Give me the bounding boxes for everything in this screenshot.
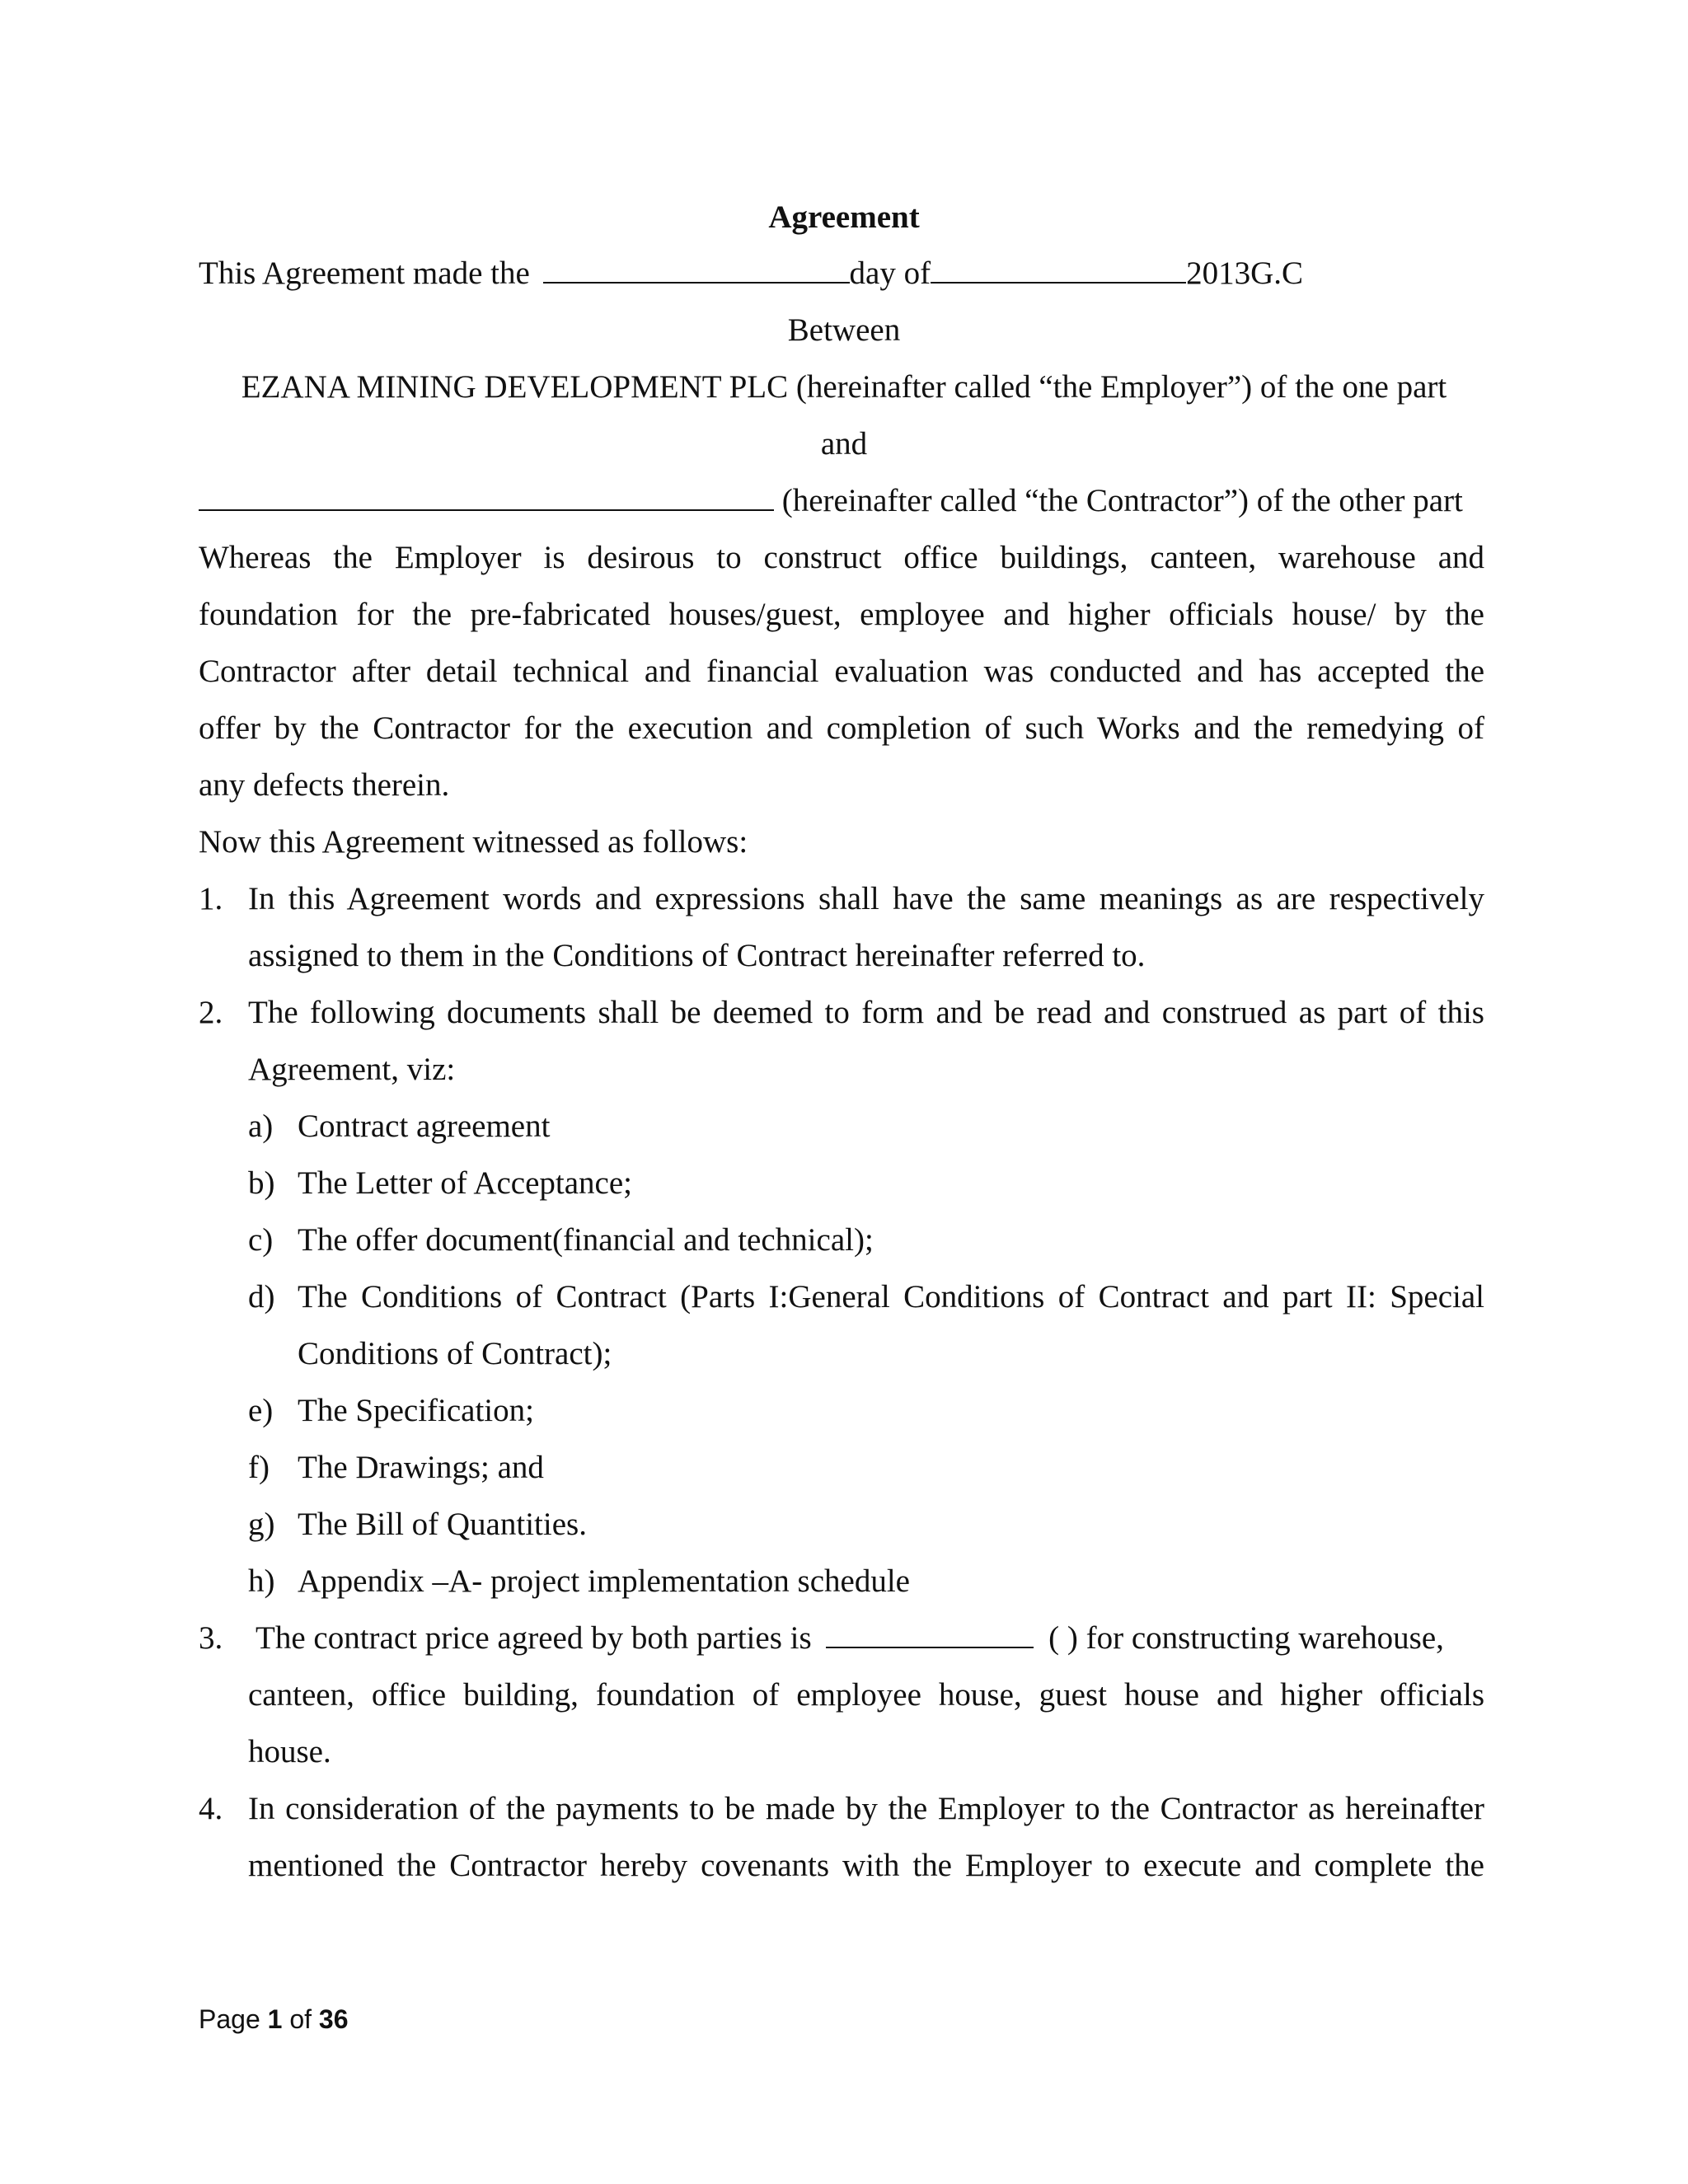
item-3-line-3: house. <box>248 1734 331 1769</box>
subitem-text: Appendix –A- project implementation schedule <box>298 1563 910 1599</box>
date-line-mid: day of <box>849 255 931 291</box>
subitem-text: The Letter of Acceptance; <box>298 1165 633 1201</box>
day-blank <box>543 255 850 284</box>
subitem-letter: e) <box>248 1393 274 1428</box>
subitem-letter: f) <box>248 1450 270 1485</box>
subitem-text: The Conditions of Contract (Parts I:General Conditions of Contract and part II: Special <box>298 1279 1484 1315</box>
item-4-line-1: In consideration of the payments to be made by the Employer to the Contractor as hereinafter <box>248 1791 1484 1826</box>
contractor-name-blank <box>199 483 774 511</box>
subitem-text: The Drawings; and <box>298 1450 544 1485</box>
subitem-letter: d) <box>248 1279 275 1315</box>
contractor-line <box>199 482 1463 519</box>
item-number: 1. <box>199 881 223 916</box>
subitem-text: The Specification; <box>298 1393 534 1428</box>
subitem-text: Conditions of Contract); <box>298 1336 612 1371</box>
item-1-line-1: In this Agreement words and expressions shall have the same meanings as are respectively <box>248 881 1484 916</box>
item-3-line-2: canteen, office building, foundation of employee house, guest house and higher officials <box>248 1677 1484 1713</box>
contractor-line-text: (hereinafter called “the Contractor”) of the other part <box>781 483 1463 518</box>
footer-current-page: 1 <box>267 2004 283 2034</box>
whereas-line-2: foundation for the pre-fabricated houses/guest, employee and higher officials house/ by the <box>199 597 1484 632</box>
subitem-letter: c) <box>248 1222 274 1258</box>
whereas-line-1: Whereas the Employer is desirous to construct office buildings, canteen, warehouse and <box>199 540 1484 575</box>
whereas-line-4: offer by the Contractor for the execution and completion of such Works and the remedying of <box>199 710 1484 746</box>
footer-page-word: Page <box>199 2004 260 2034</box>
subitem-letter: g) <box>248 1507 275 1542</box>
page-footer <box>199 2004 348 2035</box>
item-1-line-2: assigned to them in the Conditions of Contract hereinafter referred to. <box>248 938 1146 973</box>
item-3-price-suffix: ( ) for constructing warehouse, <box>1048 1620 1444 1656</box>
subitem-text: The offer document(financial and technical); <box>298 1222 874 1258</box>
month-blank <box>931 255 1186 284</box>
item-number: 3. <box>199 1620 223 1656</box>
document-title: Agreement <box>768 199 920 235</box>
footer-total-pages: 36 <box>318 2004 349 2034</box>
item-3-line-1 <box>256 1619 1444 1657</box>
item-3-price-prefix: The contract price agreed by both parties is <box>256 1620 812 1656</box>
subitem-text: Contract agreement <box>298 1108 551 1144</box>
employer-line: EZANA MINING DEVELOPMENT PLC (hereinafter called “the Employer”) of the one part <box>241 369 1447 405</box>
item-2-line-2: Agreement, viz: <box>248 1052 456 1087</box>
item-number: 4. <box>199 1791 223 1826</box>
item-4-line-2: mentioned the Contractor hereby covenants with the Employer to execute and complete the <box>248 1848 1484 1883</box>
and-label: and <box>820 426 868 462</box>
contract-price-blank <box>826 1620 1034 1648</box>
date-line-prefix: This Agreement made the <box>199 255 530 291</box>
subitem-letter: b) <box>248 1165 275 1201</box>
item-number: 2. <box>199 995 223 1030</box>
item-2-line-1: The following documents shall be deemed to form and be read and construed as part of this <box>248 995 1484 1030</box>
footer-of-word: of <box>289 2004 312 2034</box>
date-line-suffix: 2013G.C <box>1186 255 1304 291</box>
whereas-line-3: Contractor after detail technical and financial evaluation was conducted and has accepted the <box>199 654 1484 689</box>
between-label: Between <box>787 312 901 348</box>
subitem-text: The Bill of Quantities. <box>298 1507 587 1542</box>
witness-intro: Now this Agreement witnessed as follows: <box>199 824 748 860</box>
subitem-letter: h) <box>248 1563 275 1599</box>
agreement-date-line <box>199 255 1303 292</box>
whereas-line-5: any defects therein. <box>199 767 450 803</box>
subitem-letter: a) <box>248 1108 274 1144</box>
